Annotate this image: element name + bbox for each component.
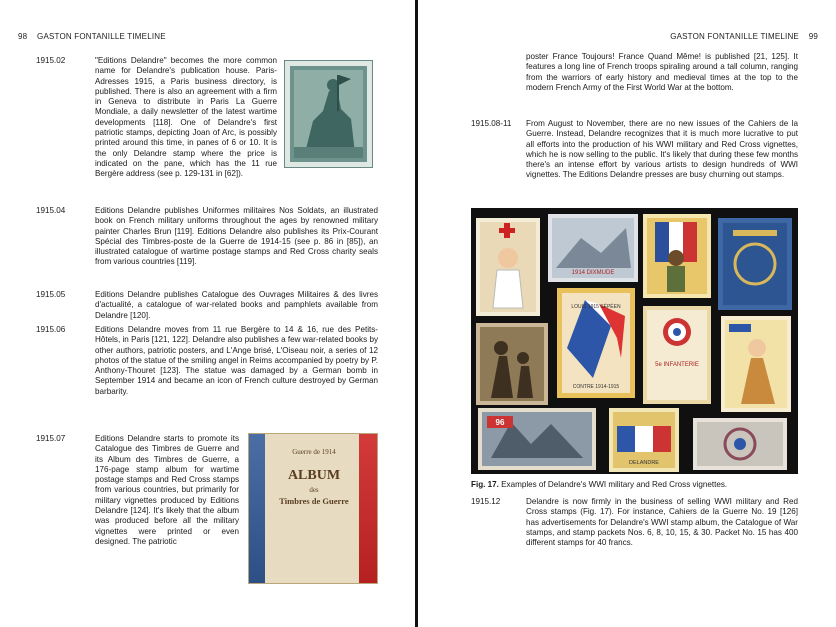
stamp-marianne bbox=[721, 316, 791, 412]
stamp-delandre-tricolor bbox=[609, 408, 679, 472]
stamp-french-flag bbox=[557, 288, 635, 398]
stamp-red-cross-nurse bbox=[476, 218, 540, 316]
figure-17-caption bbox=[471, 480, 801, 490]
stamp-ornate-grey bbox=[693, 418, 787, 470]
stamp-allied-soldiers bbox=[643, 214, 711, 298]
date-1915-02: 1915.02 bbox=[36, 56, 66, 65]
album-cover-red-stripe bbox=[359, 434, 377, 583]
entry-1915-04-text: Editions Delandre publishes Uniformes militaires Nos Soldats, an illustrated book on French military uniforms throughout the ages by renowned military painter Charles Brun [119]. Editions Delandre also publishes its Prix-Courant Spécial des Timbres-poste de la Guerre de 1914-15 (see p. 86 in [85]), an illustrated catalogue of wartime postage stamps and Red Cross charity seals from various countries [119]. bbox=[95, 206, 378, 267]
date-1915-12: 1915.12 bbox=[471, 497, 501, 506]
entry-1915-06-text: Editions Delandre moves from 11 rue Bergère to 14 & 16, rue des Petits-Hôtels, in Paris [121, 122]. Delandre also publishes a few war-related books by other authors, patriotic posters, and L'Ange brisé, L'Oiseau noir, a series of 12 photos of the statue of the smiling angel in Reims accompanied by poetry by P. Anthony-Thouret [123]. The statue was damaged by a German bomb in September 1914 and became an icon of French culture destroyed by German barbarity. bbox=[95, 325, 378, 396]
right-page-header bbox=[458, 32, 818, 41]
stamp-delandre-text: DELANDRE bbox=[629, 460, 659, 466]
entry-1915-02-text: "Editions Delandre" becomes the more common name for Delandre's publication house. Paris-Adresses 1915, a Paris business directory, is published. There is also an agreement with a firm in Geneva to distribute in Paris La Guerre Mondiale, a daily newsletter of the latest wartime developments [118]. One of Delandre's first patriotic stamps, depicting Joan of Arc, is possibly printed around this time, in panes of 6 or 10. It is the only Delandre stamp where the price is indicated on the pane, which has the 11 rue Bergère address (see p. 129-131 in [62]). bbox=[95, 56, 277, 179]
stamp-96-regiment bbox=[478, 408, 596, 470]
joan-of-arc-stamp-image bbox=[284, 60, 373, 168]
entry-1915-08-11-text: From August to November, there are no new issues of the Cahiers de la Guerre. Instead, Delandre recognizes that it is much more lucrative to put all efforts into the production of his WWI military and Red Cross vignettes, which he is now selling to the public. It's likely that during these few months there's an intense effort by various artists to design hundreds of WWI vignettes. The Editions Delandre presses are busy churning out stamps. bbox=[526, 119, 798, 180]
continuation-text: poster France Toujours! France Quand Même! is published [21, 125]. It features a long line of French troops spiraling around a tall column, ranging from the warriors of early history and medieval times at the top to the modern French Army of the First World War at the bottom. bbox=[526, 52, 798, 92]
page-gutter bbox=[415, 0, 418, 627]
left-page-number: 98 bbox=[18, 32, 28, 41]
left-page-header bbox=[18, 32, 378, 41]
stamp-french-flag-text-top: LOUIS 1915 SÉPÉEN bbox=[571, 304, 621, 310]
date-1915-05: 1915.05 bbox=[36, 290, 66, 299]
stamp-dixmude-text: 1914 DIXMUDE bbox=[571, 270, 615, 276]
right-header-title: GASTON FONTANILLE TIMELINE bbox=[670, 32, 799, 41]
stamp-soldiers-brown bbox=[476, 323, 548, 405]
figure-17-label: Fig. 17. bbox=[471, 480, 499, 489]
date-1915-04: 1915.04 bbox=[36, 206, 66, 215]
entry-1915-12-text: Delandre is now firmly in the business of selling WWI military and Red Cross stamps (Fig. 17). For instance, Cahiers de la Guerre No. 19 [126] has advertisements for Delandre's WWI stamp album, the Catalogue of War stamps, and stamp packets Nos. 6, 8, 10, 15, & 30. Packet No. 15 has 400 different stamps for 40 francs. bbox=[526, 497, 798, 548]
left-page bbox=[0, 0, 415, 627]
entry-1915-05-text: Editions Delandre publishes Catalogue des Ouvrages Militaires & des livres d'actualité, a catalogue of war-related books and pamphlets available from Delandre [120]. bbox=[95, 290, 378, 320]
stamp-french-flag-text-bottom: CONTRE 1914-1915 bbox=[572, 384, 620, 390]
date-1915-07: 1915.07 bbox=[36, 434, 66, 443]
album-cover-line2: ALBUM bbox=[287, 468, 341, 483]
figure-17-caption-text: Examples of Delandre's WWI military and Red Cross vignettes. bbox=[501, 480, 728, 489]
date-1915-08-11: 1915.08-11 bbox=[471, 119, 512, 128]
album-cover-line4: Timbres de Guerre bbox=[279, 496, 349, 506]
entry-1915-07-text: Editions Delandre starts to promote its Catalogue des Timbres de Guerre and its Album des Timbres de Guerre, a 176-page stamp album for wartime postage stamps and Red Cross stamps from various countries, but primarily for military vignettes produced by Editions Delandre [124]. It's likely that the album was produced before all the military vignettes were printed or even designed. The patriotic bbox=[95, 434, 239, 546]
right-page bbox=[419, 0, 836, 627]
right-page-number: 99 bbox=[808, 32, 818, 41]
album-cover-line3: des bbox=[309, 486, 319, 494]
stamp-dixmude bbox=[548, 214, 638, 282]
stamp-infanterie-roundel bbox=[643, 306, 711, 404]
figure-17-vignettes-image bbox=[471, 208, 798, 474]
stamp-album-cover-image bbox=[248, 433, 378, 584]
album-cover-line1: Guerre de 1914 bbox=[292, 448, 336, 456]
stamp-96-text: 96 bbox=[495, 418, 505, 427]
stamp-blue-ornate bbox=[718, 218, 792, 310]
left-header-title: GASTON FONTANILLE TIMELINE bbox=[37, 32, 166, 41]
stamp-infanterie-text: 5e INFANTERIE bbox=[655, 362, 699, 368]
album-cover-blue-stripe bbox=[249, 434, 265, 583]
date-1915-06: 1915.06 bbox=[36, 325, 66, 334]
